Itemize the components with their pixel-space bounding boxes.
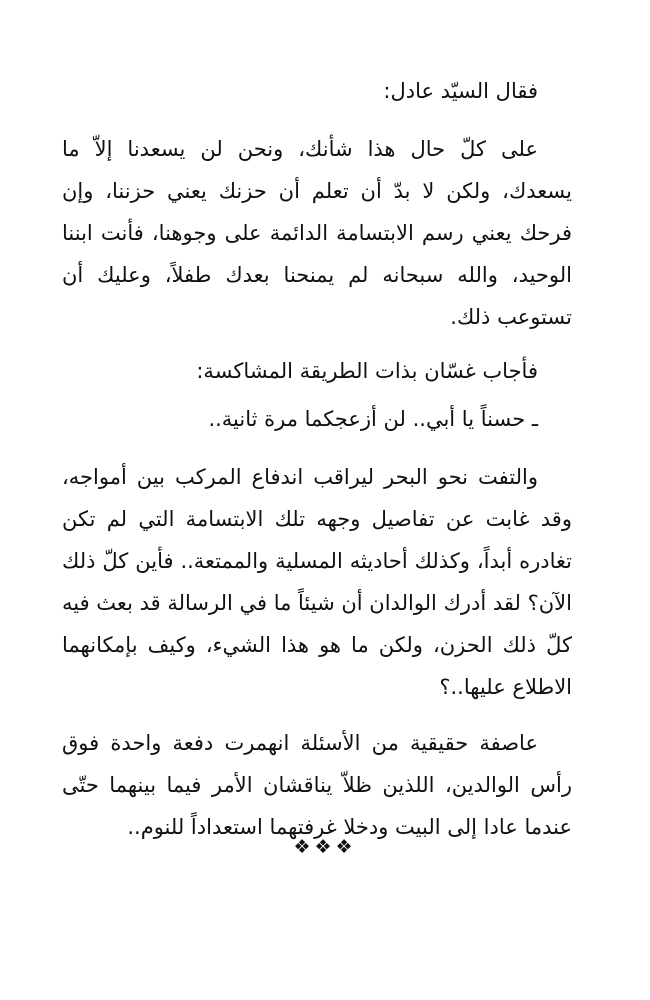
section-separator-ornament: ❖❖❖ [293,836,357,858]
paragraph-intro: فقال السيّد عادل: [383,79,538,103]
paragraph-storm-of-questions: عاصفة حقيقية من الأسئلة انهمرت دفعة واحدة فوق رأس الوالدين، اللذين ظلاّ يناقشان الأمر فيما بينهما حتّى عندما عادا إلى البيت ودخلا غرفتهما استعداداً للنوم.. [62,731,572,839]
book-page [62,70,572,848]
paragraph-looking-at-sea: والتفت نحو البحر ليراقب اندفاع المركب بين أمواجه، وقد غابت عن تفاصيل وجهه تلك الابتسامة التي لم تكن تغادره أبداً، وكذلك أحاديثه المسلية والممتعة.. فأين كلّ ذلك الآن؟ لقد أدرك الوالدان أن شيئاً ما في الرسالة قد بعث فيه كلّ ذلك الحزن، ولكن ما هو هذا الشيء، وكيف بإمكانهما الاطلاع عليها..؟ [62,465,572,699]
paragraph-ghassan-reply: ـ حسناً يا أبي.. لن أزعجكما مرة ثانية.. [208,407,538,431]
paragraph-father-speech: على كلّ حال هذا شأنك، ونحن لن يسعدنا إلاّ ما يسعدك، ولكن لا بدّ أن تعلم أن حزنك يعني حزننا، وإن فرحك يعني رسم الابتسامة الدائمة على وجوهنا، فأنت ابننا الوحيد، والله سبحانه لم يمنحنا بعدك طفلاً، وعليك أن تستوعب ذلك. [62,137,572,329]
paragraph-reply-intro: فأجاب غسّان بذات الطريقة المشاكسة: [196,359,538,383]
